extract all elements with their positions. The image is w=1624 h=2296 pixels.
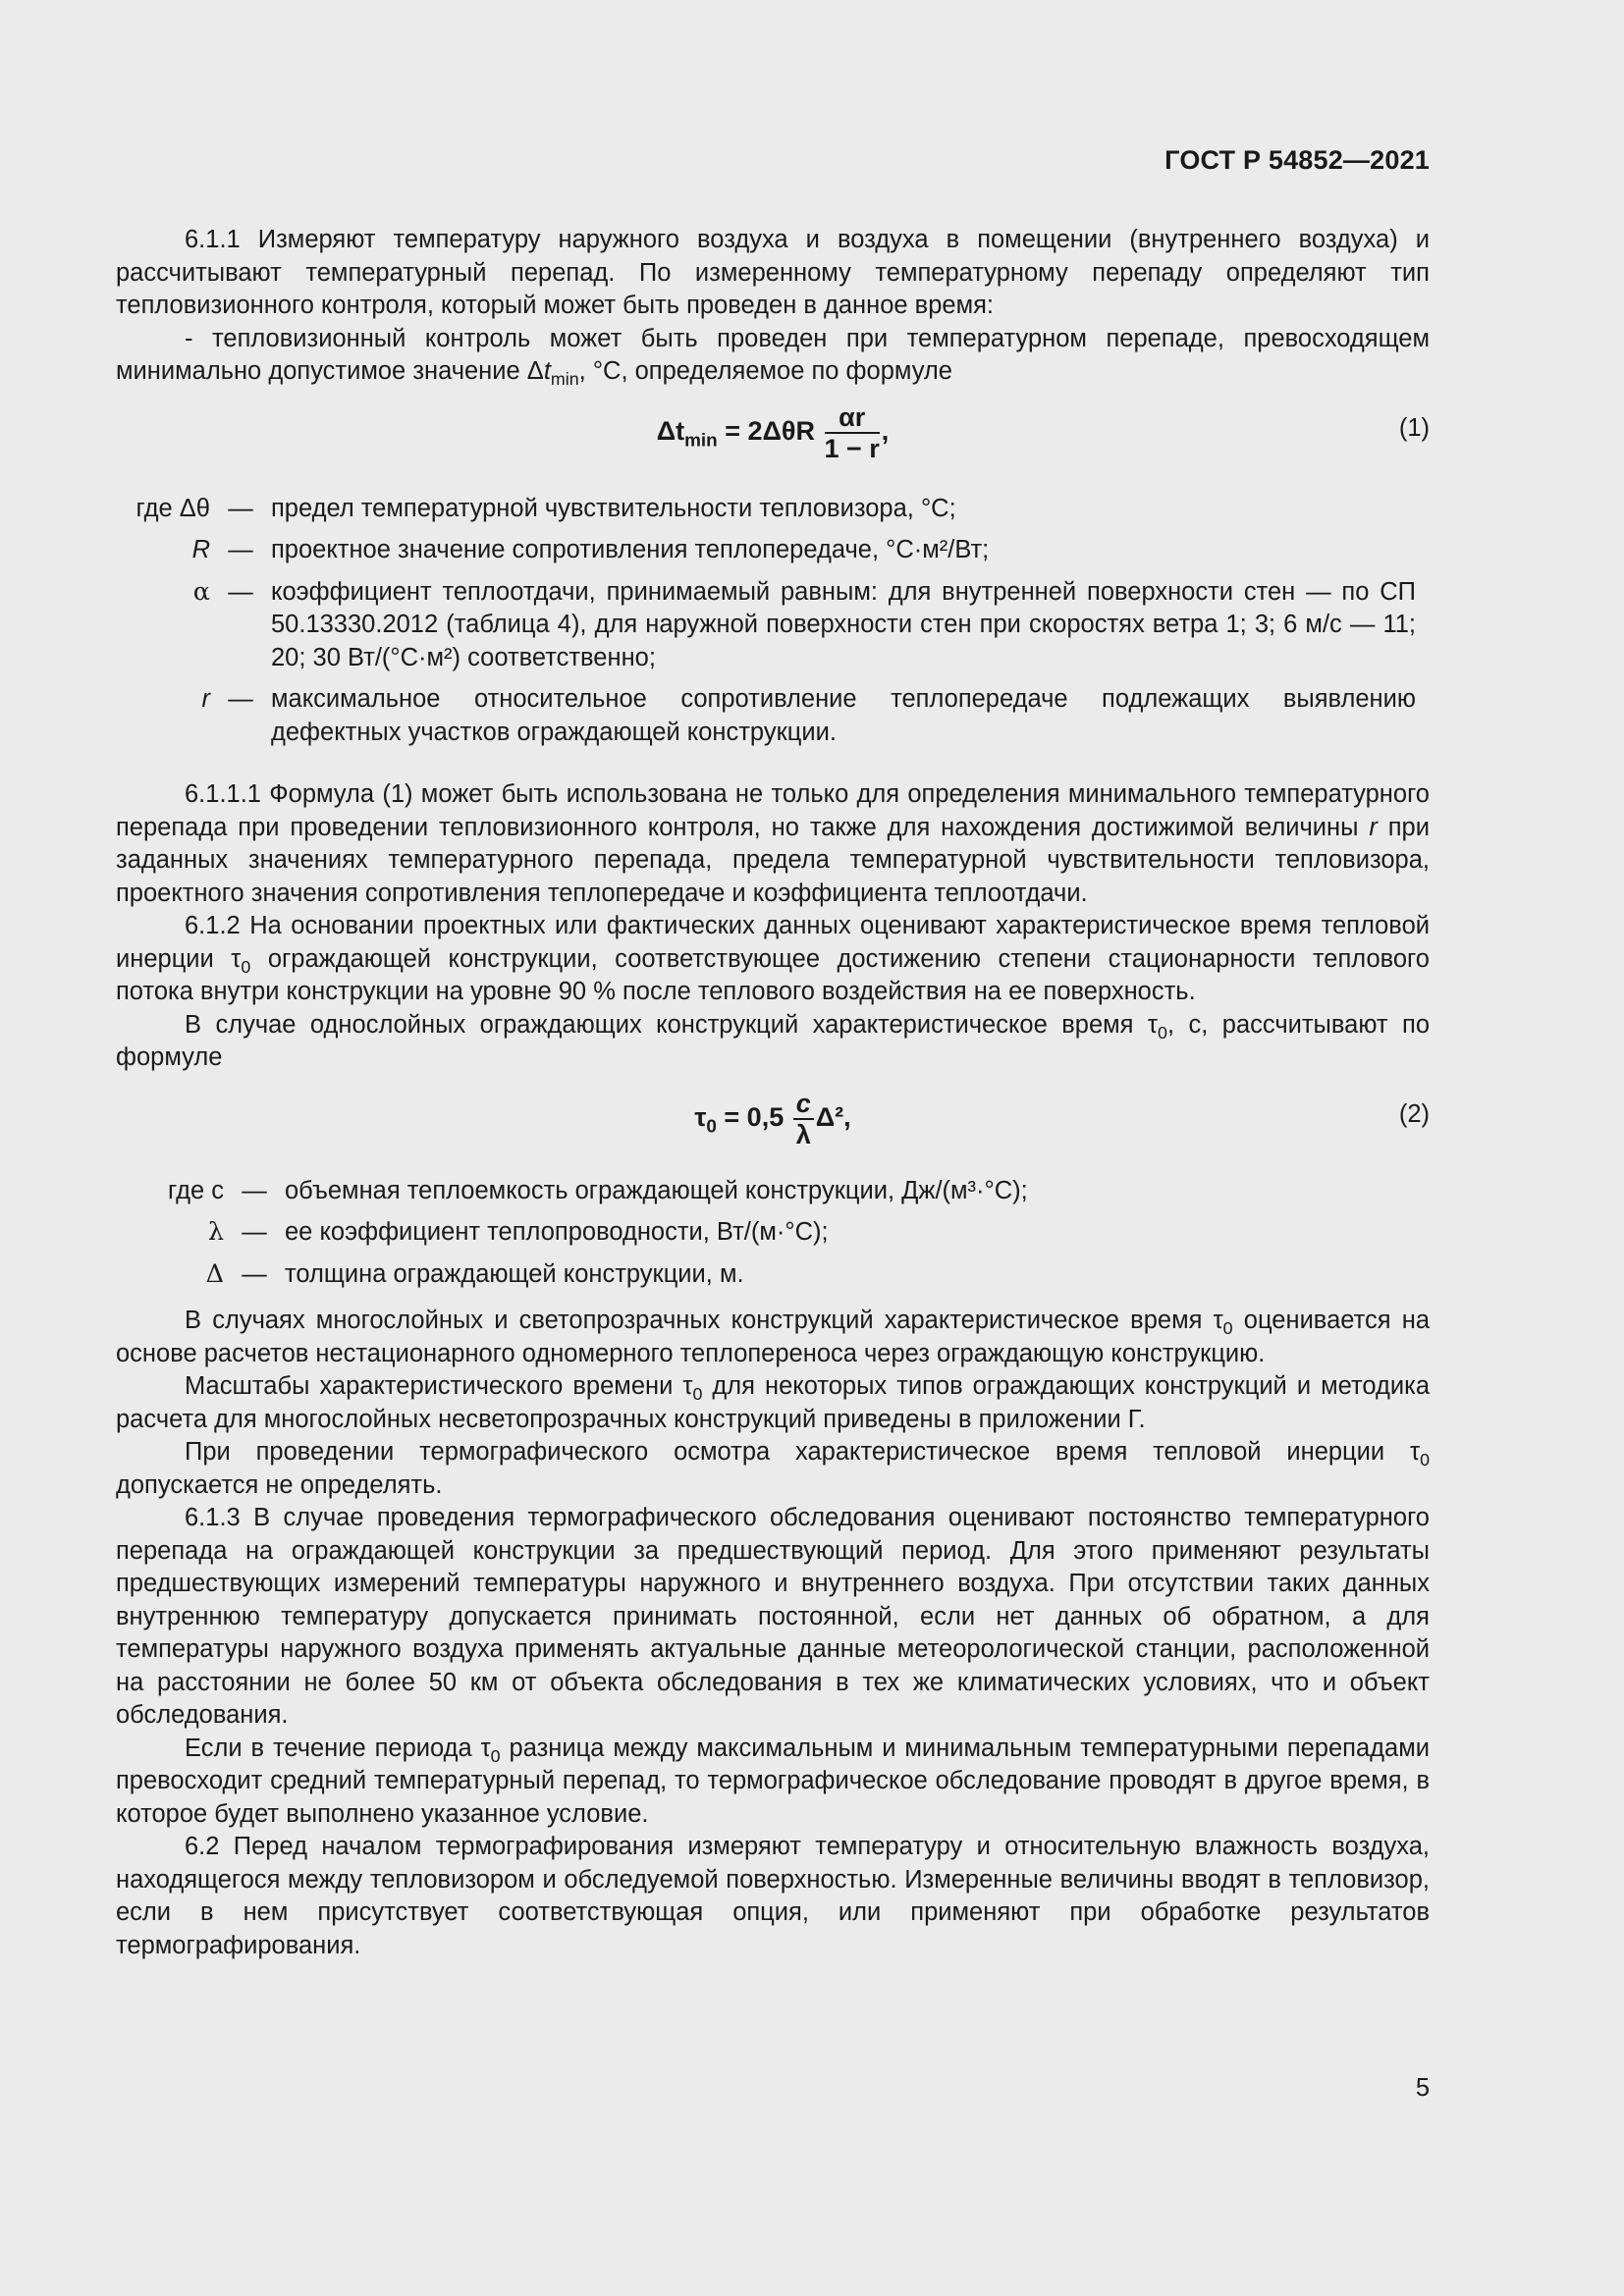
page-number: 5: [1415, 2074, 1430, 2102]
paragraph-6-1-3: 6.1.3 В случае проведения термографического обследования оценивают постоянство температурного перепада на ограждающей конструкции за предшествующий период. Для этого применяют результаты предшествующих измерений температуры наружного и внутреннего воздуха. При отсутствии таких данных внутреннюю температуру допускается принимать постоянной, если нет данных об обратном, а для температуры наружного воздуха применять актуальные данные метеорологической станции, расположенной на расстоянии не более 50 км от объекта обследования в тех же климатических условиях, что и объект обследования.: [116, 1504, 1430, 1729]
definition-row: Δ — толщина ограждающей конструкции, м.: [205, 1258, 744, 1289]
formula-1-fraction: $\frac{\alpha r}{1 - r}$: [824, 401, 880, 463]
formula-1-number: (1): [1398, 413, 1430, 442]
paragraph-time-scales: Масштабы характеристического времени $\tau_0$ для некоторых типов ограждающих конструкций и методика расчета для многослойных несветопрозрачных конструкций приведены в приложении Г.: [116, 1372, 1431, 1433]
paragraph-inspection: При проведении термографического осмотра характеристическое время тепловой инерции $\tau_0$ допускается не определять.: [116, 1438, 1430, 1499]
page-content: [116, 224, 1430, 1962]
paragraph-6-1-2: 6.1.2 На основании проектных или фактических данных оценивают характеристическое время тепловой инерции $\tau_0$ ограждающей конструкции, соответствующее достижению степени стационарности теплового потока внутри конструкции на уровне 90 % после теплового воздействия на ее поверхность.: [116, 912, 1430, 1005]
definition-row: где c — объемная теплоемкость ограждающей конструкции, Дж/(м³·°C);: [167, 1176, 1028, 1204]
formula-1-definitions: [116, 493, 1430, 750]
definition-row: α — коэффициент теплоотдачи, принимаемый равным: для внутренней поверхности стен — по СП 50.13330.2012 (таблица 4), для наружной поверхности стен при скоростях ветра 1; 3; 6 м/с — 11; 20; 30 Вт/(°C·м²) соответственно;: [192, 576, 1416, 671]
formula-2-fraction: $\frac{c}{\lambda}$: [793, 1089, 814, 1149]
paragraph-single-layer: В случае однослойных ограждающих конструкций характеристическое время $\tau_0$, с, рассчитывают по формуле: [116, 1010, 1431, 1071]
definition-row: λ — ее коэффициент теплопроводности, Вт/(м·°C);: [207, 1217, 829, 1247]
formula-1-expression: $\Delta t_{min} = 2\Delta\theta R$ $\frac{\alpha r}{1 - r}$ ,: [656, 401, 890, 463]
formula-2-expression: $\tau_0 = 0,5$ $\frac{c}{\lambda}$ Δ²,: [694, 1088, 851, 1149]
formula-1: [116, 391, 1430, 479]
definition-row: R — проектное значение сопротивления теплопередаче, °C·м²/Вт;: [191, 536, 990, 563]
paragraph-6-1-1-1: 6.1.1.1 Формула (1) может быть использована не только для определения минимального температурного перепада при проведении тепловизионного контроля, но также для нахождения достижимой величины r при заданных значениях температурного перепада, предела температурной чувствительности тепловизора, проектного значения сопротивления теплопередаче и коэффициента теплоотдачи.: [116, 780, 1430, 907]
standard-header: ГОСТ Р 54852—2021: [1164, 145, 1430, 175]
paragraph-6-1-1-item: - тепловизионный контроль может быть проведен при температурном перепаде, превосходящем минимально допустимое значение $\Delta t_{min}$, °C, определяемое по формуле: [116, 324, 1430, 390]
paragraph-multilayer: В случаях многослойных и светопрозрачных конструкций характеристическое время $\tau_0$ оценивается на основе расчетов нестационарного одномерного теплопереноса через ограждающую конструкцию.: [116, 1307, 1430, 1367]
formula-2-definitions: [116, 1175, 1430, 1292]
paragraph-6-1-1: 6.1.1 Измеряют температуру наружного воздуха и воздуха в помещении (внутреннего воздуха) и рассчитывают температурный перепад. По измеренному температурному перепаду определяют тип тепловизионного контроля, который может быть проведен в данное время:: [116, 226, 1430, 319]
definition-row: r — максимальное относительное сопротивление теплопередаче подлежащих выявлению дефектных участков ограждающей конструкции.: [201, 685, 1416, 746]
formula-2-number: (2): [1398, 1099, 1430, 1128]
paragraph-6-2: 6.2 Перед началом термографирования измеряют температуру и относительную влажность воздуха, находящегося между тепловизором и обследуемой поверхностью. Измеренные величины вводят в тепловизор, если в нем присутствует соответствующая опция, или применяют при обработке результатов термографирования.: [116, 1833, 1430, 1959]
definition-row: где Δθ — предел температурной чувствительности тепловизора, °C;: [135, 494, 956, 522]
formula-2: [116, 1077, 1430, 1165]
paragraph-period: Если в течение периода $\tau_0$ разница между максимальным и минимальным температурными перепадами превосходит средний температурный перепад, то термографическое обследование проводят в другое время, в которое будет выполнено указанное условие.: [116, 1734, 1430, 1828]
